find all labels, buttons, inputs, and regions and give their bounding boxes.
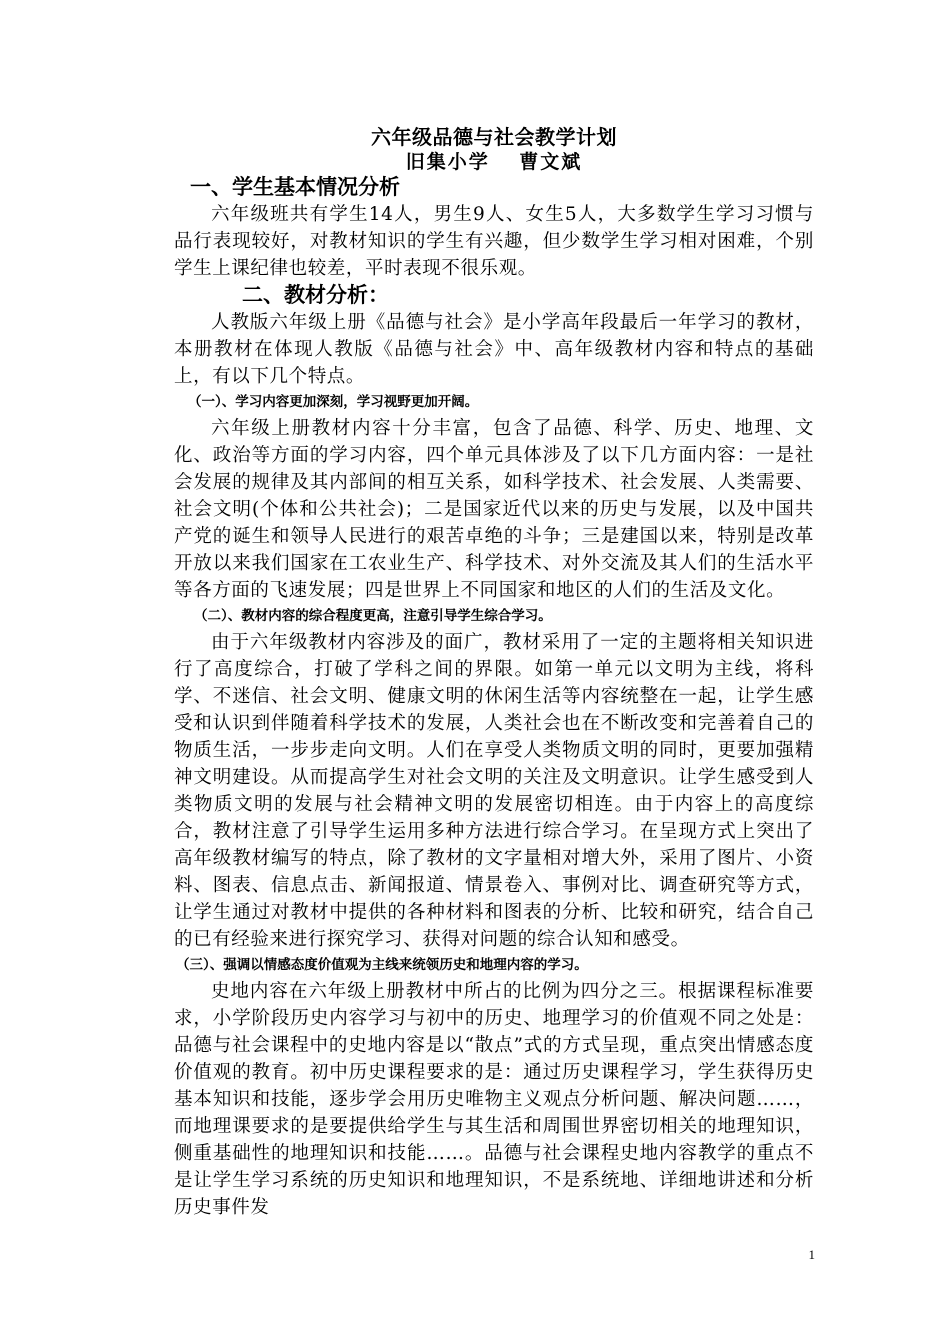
subsection-paragraph-2: 由于六年级教材内容涉及的面广，教材采用了一定的主题将相关知识进行了高度综合，打破了学科之间的界限。如第一单元以文明为主线，将科学、不迷信、社会文明、健康文明的休闲生活等内容统整在一起，让学生感受和认识到伴随着科学技术的发展，人类社会也在不断改变和完善着自己的物质生活，一步步走向文明。人们在享受人类物质文明的同时，更要加强精神文明建设。从而提高学生对社会文明的关注及文明意识。让学生感受到人类物质文明的发展与社会精神文明的发展密切相连。由于内容上的高度综合，教材注意了引导学生运用多种方法进行综合学习。在呈现方式上突出了高年级教材编写的特点，除了教材的文字量相对增大外，采用了图片、小资料、图表、信息点击、新闻报道、情景卷入、事例对比、调查研究等方式，让学生通过对教材中提供的各种材料和图表的分析、比较和研究，结合自己的已有经验来进行探究学习、获得对问题的综合认知和感受。	[174, 632, 814, 950]
page-number: 1	[808, 1247, 815, 1262]
subsection-heading-2: （二）、教材内容的综合程度更高，注意引导学生综合学习。	[194, 608, 552, 624]
author-byline: 旧集小学 曹文斌	[405, 151, 583, 173]
section-heading-student-analysis: 一、学生基本情况分析	[190, 175, 400, 199]
section-paragraph-student-analysis: 六年级班共有学生14人，男生9人、女生5人，大多数学生学习习惯与品行表现较好，对教材知识的学生有兴趣，但少数学生学习相对困难，个别学生上课纪律也较差，平时表现不很乐观。	[174, 204, 814, 279]
subsection-paragraph-1: 六年级上册教材内容十分丰富，包含了品德、科学、历史、地理、文化、政治等方面的学习内容，四个单元具体涉及了以下几方面内容：一是社会发展的规律及其内部间的相互关系，如科学技术、社会发展、人类需要、社会文明(个体和公共社会)；二是国家近代以来的历史与发展，以及中国共产党的诞生和领导人民进行的艰苦卓绝的斗争；三是建国以来，特别是改革开放以来我们国家在工农业生产、科学技术、对外交流及其人们的生活水平等各方面的飞速发展；四是世界上不同国家和地区的人们的生活及文化。	[174, 418, 814, 601]
subsection-heading-3: （三）、强调以情感态度价值观为主线来统领历史和地理内容的学习。	[176, 957, 588, 973]
document-title: 六年级品德与社会教学计划	[371, 125, 617, 149]
section-heading-textbook-analysis: 二、教材分析：	[242, 283, 389, 307]
subsection-paragraph-3: 史地内容在六年级上册教材中所占的比例为四分之三。根据课程标准要求，小学阶段历史内容学习与初中的历史、地理学习的价值观不同之处是：品德与社会课程中的史地内容是以“散点”式的方式呈现，重点突出情感态度价值观的教育。初中历史课程要求的是：通过历史课程学习，学生获得历史基本知识和技能，逐步学会用历史唯物主义观点分析问题、解决问题……，而地理课要求的是要提供给学生与其生活和周围世界密切相关的地理知识，侧重基础性的地理知识和技能……。品德与社会课程史地内容教学的重点不是让学生学习系统的历史知识和地理知识，不是系统地、详细地讲述和分析历史事件发	[174, 981, 814, 1218]
subsection-heading-1: （一）、学习内容更加深刻，学习视野更加开阔。	[188, 394, 479, 410]
section-paragraph-textbook-analysis: 人教版六年级上册《品德与社会》是小学高年段最后一年学习的教材，本册教材在体现人教版《品德与社会》中、高年级教材内容和特点的基础上，有以下几个特点。	[174, 312, 814, 387]
document-page	[174, 124, 814, 1221]
